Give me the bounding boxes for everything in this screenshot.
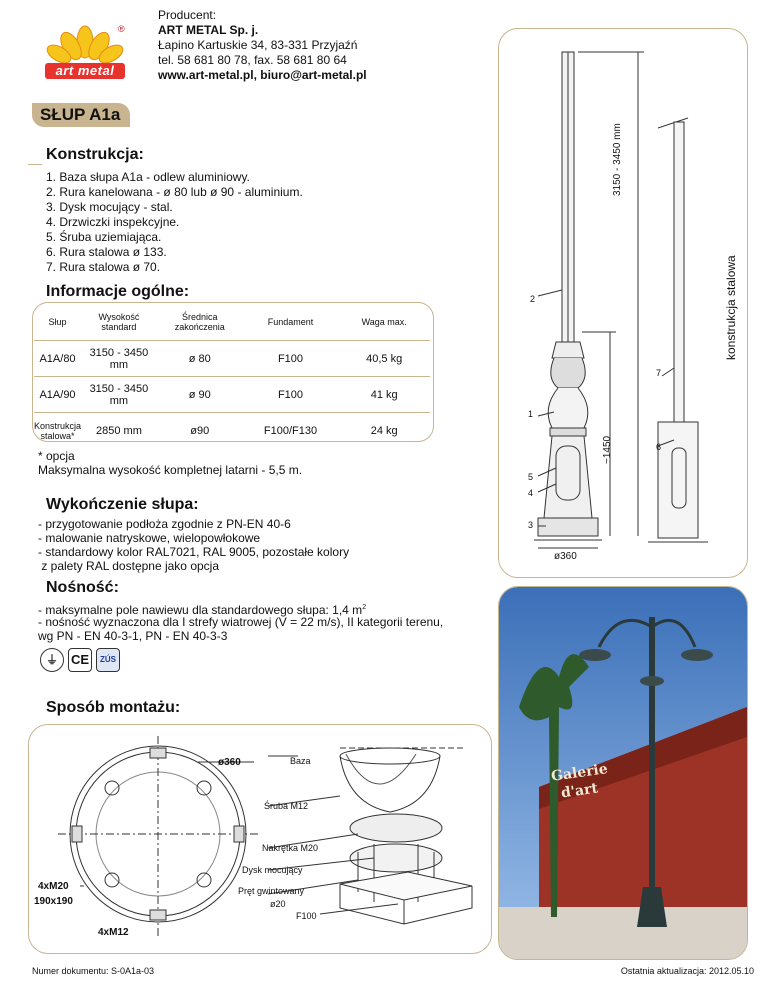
label-d360: ø360	[218, 757, 241, 768]
divider	[28, 164, 42, 165]
company-web: www.art-metal.pl, biuro@art-metal.pl	[158, 68, 367, 82]
list-item: 1. Baza słupa A1a - odlew aluminiowy.	[46, 170, 250, 184]
callout-1: 1	[528, 409, 534, 419]
table-cell: ø90	[157, 413, 243, 449]
height-dimension: 3150 - 3450 mm	[612, 123, 623, 196]
photo-sign-galerie: Galerie	[550, 761, 609, 785]
table-cell: Konstrukcja stalowa*	[34, 413, 81, 449]
list-item: 6. Rura stalowa ø 133.	[46, 245, 167, 259]
table-cell: F100	[243, 341, 339, 377]
table-cell: 3150 - 3450 mm	[81, 341, 157, 377]
producer-block	[158, 8, 367, 83]
nosnosc-line1: - maksymalne pole nawiewu dla standardowego słupa: 1,4 m	[38, 603, 363, 617]
company-name: ART METAL Sp. j.	[158, 23, 259, 37]
info-table	[34, 304, 430, 448]
info-heading: Informacje ogólne:	[46, 283, 190, 300]
superscript: 2	[362, 604, 367, 611]
konstrukcja-heading: Konstrukcja:	[46, 146, 144, 163]
base-dimension: ~1450	[602, 435, 613, 464]
callout-5: 5	[528, 472, 534, 482]
table-row	[34, 377, 430, 413]
list-item: 7. Rura stalowa ø 70.	[46, 260, 161, 274]
callout-7: 7	[656, 368, 662, 378]
table-row	[34, 413, 430, 449]
last-update: Ostatnia aktualizacja: 2012.05.10	[620, 966, 754, 976]
label-pret: Pręt gwintowany	[238, 886, 305, 896]
wykonczenie-heading: Wykończenie słupa:	[46, 496, 199, 513]
column-header: Średnica zakończenia	[174, 312, 225, 332]
table-cell: 24 kg	[338, 413, 430, 449]
table-cell: 40,5 kg	[338, 341, 430, 377]
list-item: 5. Śruba uziemiająca.	[46, 230, 162, 244]
mounting-diagram	[28, 724, 490, 952]
label-m20: 4xM20	[38, 881, 69, 892]
photo-scene	[499, 587, 747, 959]
table-cell: A1A/80	[34, 341, 81, 377]
photo-sign-dart: d'art	[560, 780, 599, 802]
note-opcja: * opcja	[38, 449, 75, 463]
info-notes	[38, 449, 302, 477]
nosnosc-heading: Nośność:	[46, 579, 119, 596]
registered-mark: ®	[118, 24, 125, 34]
callout-3: 3	[528, 520, 534, 530]
list-item: z palety RAL dostępne jako opcja	[38, 559, 220, 573]
list-item: 4. Drzwiczki inspekcyjne.	[46, 215, 180, 229]
producer-label: Producent:	[158, 8, 217, 22]
table-cell: A1A/90	[34, 377, 81, 413]
note-max-height: Maksymalna wysokość kompletnej latarni - 5,5 m.	[38, 463, 303, 477]
column-header: Waga max.	[361, 317, 407, 327]
label-dysk: Dysk mocujący	[242, 865, 303, 875]
product-photo	[498, 586, 748, 960]
label-190: 190x190	[34, 896, 73, 907]
steel-construction-label: konstrukcja stalowa	[724, 255, 738, 360]
column-header: Wysokość standard	[98, 312, 140, 332]
list-item: - przygotowanie podłoża zgodnie z PN-EN 40-6	[38, 517, 291, 531]
label-pret-d: ø20	[270, 899, 286, 909]
table-cell: F100/F130	[243, 413, 339, 449]
table-cell: 2850 mm	[81, 413, 157, 449]
callout-6: 6	[656, 442, 662, 452]
table-cell: ø 80	[157, 341, 243, 377]
label-f100: F100	[296, 911, 317, 921]
list-item: - malowanie natryskowe, wielopowłokowe	[38, 531, 261, 545]
montaz-heading: Sposób montażu:	[46, 699, 181, 716]
logo-sun-icon	[44, 24, 126, 66]
column-header: Fundament	[267, 317, 314, 327]
label-m12: 4xM12	[98, 927, 129, 938]
table-cell: F100	[243, 377, 339, 413]
base-diameter: ø360	[554, 551, 577, 562]
list-item: - standardowy kolor RAL7021, RAL 9005, pozostałe kolory	[38, 545, 350, 559]
list-item: 2. Rura kanelowana - ø 80 lub ø 90 - aluminium.	[46, 185, 303, 199]
label-nakretka: Nakrętka M20	[262, 843, 319, 853]
callout-4: 4	[528, 488, 534, 498]
ce-mark-icon: CE	[68, 648, 92, 672]
column-header: Słup	[48, 317, 67, 327]
table-cell: 41 kg	[338, 377, 430, 413]
company-phone: tel. 58 681 80 78, fax. 58 681 80 64	[158, 53, 347, 67]
label-baza: Baza	[290, 756, 311, 766]
nosnosc-line2: - nośność wyznaczona dla I strefy wiatrowej (V = 22 m/s), II kategorii terenu,	[38, 615, 444, 629]
page-title: SŁUP A1a	[32, 103, 130, 127]
zus-mark-icon: ZÚS	[96, 648, 120, 672]
table-cell: 3150 - 3450 mm	[81, 377, 157, 413]
company-address: Łapino Kartuskie 34, 83-331 Przyjaźń	[158, 38, 358, 52]
nosnosc-line3: wg PN - EN 40-3-1, PN - EN 40-3-3	[38, 629, 228, 643]
ground-symbol-icon: ⏚	[40, 648, 64, 672]
list-item: 3. Dysk mocujący - stal.	[46, 200, 173, 214]
label-sruba: Śruba M12	[264, 801, 309, 811]
callout-2: 2	[530, 294, 536, 304]
table-cell: ø 90	[157, 377, 243, 413]
pole-drawing	[498, 28, 746, 576]
table-row	[34, 341, 430, 377]
document-number: Numer dokumentu: S-0A1a-03	[32, 966, 155, 976]
konstrukcja-list	[46, 170, 303, 275]
logo-text: art metal	[45, 63, 125, 79]
